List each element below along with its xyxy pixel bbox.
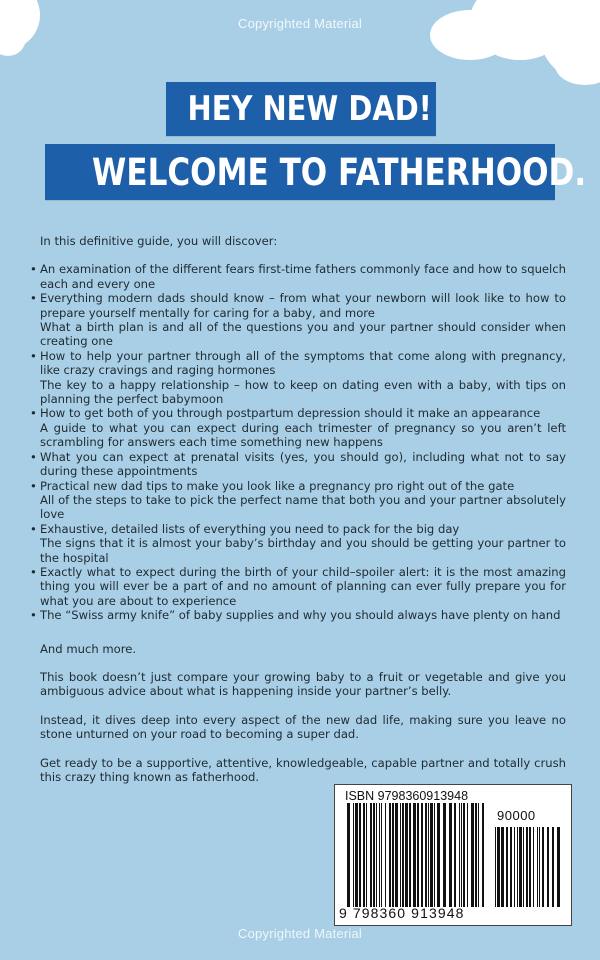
title-line-1: HEY NEW DAD! xyxy=(187,89,432,129)
feature-list-item xyxy=(40,378,566,407)
bullet-icon: • xyxy=(30,449,37,464)
price-code: 90000 xyxy=(497,808,536,823)
feature-list-item-text: The signs that it is almost your baby’s birthday and you should be getting your partner to the hospital xyxy=(40,536,566,565)
feature-list-item xyxy=(30,478,566,493)
feature-list-item-text: An examination of the different fears first-time fathers commonly face and how to squelch each and every one xyxy=(40,262,566,291)
and-much-more: And much more. xyxy=(40,641,137,656)
feature-list-item-text: Practical new dad tips to make you look like a pregnancy pro right out of the gate xyxy=(40,478,515,493)
feature-list-item xyxy=(40,536,566,565)
feature-list-item-text: Exactly what to expect during the birth of your child–spoiler alert: it is the most amazing thing you will ever be a part of and no amount of planning can ever fully prepare you for what you are about to experience xyxy=(40,564,566,608)
paragraph-2: Instead, it dives deep into every aspect of the new dad life, making sure you leave no stone unturned on your road to becoming a super dad. xyxy=(40,712,566,742)
bullet-icon: • xyxy=(30,564,37,579)
title-line-2: WELCOME TO FATHERHOOD. xyxy=(92,151,587,194)
isbn-barcode xyxy=(334,784,572,926)
bullet-icon: • xyxy=(30,478,37,493)
feature-list-item xyxy=(30,291,566,320)
feature-list-item-text: How to help your partner through all of the symptoms that come along with pregnancy, like crazy cravings and raging hormones xyxy=(40,348,566,378)
isbn-label: ISBN 9798360913948 xyxy=(345,789,469,803)
watermark-top: Copyrighted Material xyxy=(238,16,362,31)
paragraph-3: Get ready to be a supportive, attentive, knowledgeable, capable partner and totally crush this crazy thing known as fatherhood. xyxy=(40,755,566,784)
feature-list-item-text: A guide to what you can expect during each trimester of pregnancy so you aren’t left scrambling for answers each time something new happens xyxy=(40,420,566,450)
feature-list-item xyxy=(40,320,566,349)
title-banner-2 xyxy=(45,144,587,200)
feature-list-item xyxy=(30,449,566,479)
bullet-icon: • xyxy=(30,608,37,623)
feature-list-item-text: What a birth plan is and all of the questions you and your partner should consider when creating one xyxy=(40,320,566,349)
barcode-bars xyxy=(347,803,489,907)
bullet-icon: • xyxy=(30,521,37,536)
feature-list-item xyxy=(40,421,566,450)
feature-list-item xyxy=(30,406,566,421)
feature-list-item xyxy=(30,521,566,536)
feature-list-item xyxy=(30,564,566,608)
paragraph-1: This book doesn’t just compare your growing baby to a fruit or vegetable and give you ambiguous advice about what is happening inside your partner’s belly. xyxy=(40,669,566,699)
title-banner-1 xyxy=(166,82,436,136)
addon-barcode-bars xyxy=(495,827,561,907)
feature-list-item-text: Exhaustive, detailed lists of everything you need to pack for the big day xyxy=(40,521,460,536)
feature-list-item-text: How to get both of you through postpartum depression should it make an appearance xyxy=(40,406,541,421)
feature-list-item xyxy=(40,493,566,522)
isbn-digits: 9 798360 913948 xyxy=(339,905,465,921)
feature-list-item xyxy=(30,262,566,291)
feature-list-item-text: What you can expect at prenatal visits (yes, you should go), including what not to say during these appointments xyxy=(40,449,566,479)
feature-list-item xyxy=(30,608,566,623)
feature-list-item-text: All of the steps to take to pick the perfect name that both you and your partner absolutely love xyxy=(40,492,566,522)
bullet-icon: • xyxy=(30,262,37,277)
bullet-icon: • xyxy=(30,291,37,306)
feature-list-item xyxy=(30,348,566,378)
bullet-icon: • xyxy=(30,406,37,421)
watermark-bottom: Copyrighted Material xyxy=(238,926,362,941)
feature-list-item-text: Everything modern dads should know – from what your newborn will look like to how to prepare yourself mentally for caring for a baby, and more xyxy=(40,291,566,320)
bullet-icon: • xyxy=(30,348,37,363)
back-cover-text xyxy=(30,234,566,784)
intro-text: In this definitive guide, you will discover: xyxy=(40,234,278,248)
feature-list xyxy=(30,262,566,623)
feature-list-item-text: The “Swiss army knife” of baby supplies and why you should always have plenty on hand xyxy=(40,608,561,623)
feature-list-item-text: The key to a happy relationship – how to keep on dating even with a baby, with tips on planning the perfect babymoon xyxy=(40,377,566,407)
